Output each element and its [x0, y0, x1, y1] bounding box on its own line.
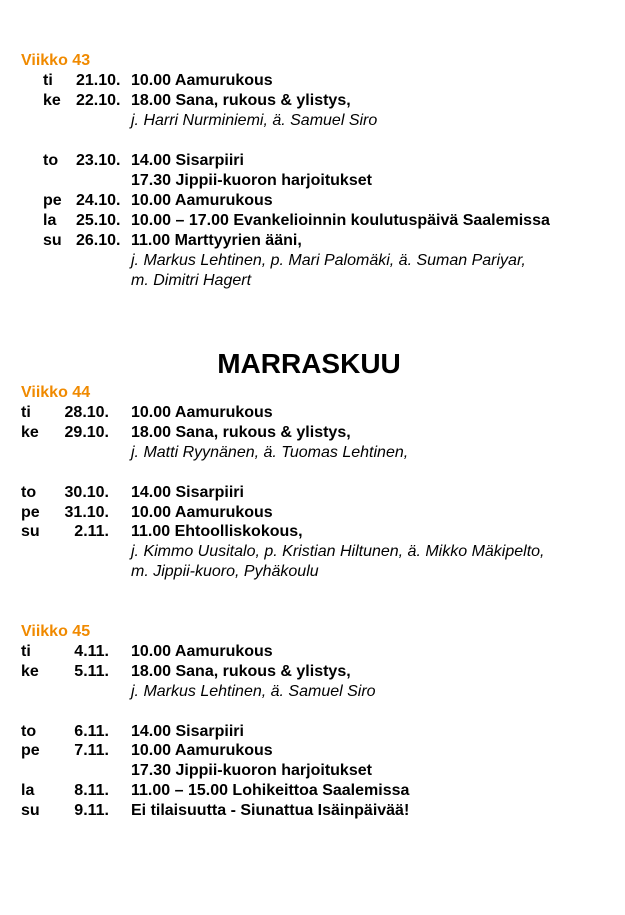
schedule-date: 29.10. [64, 424, 109, 441]
schedule-event: 14.00 Sisarpiiri [131, 152, 244, 169]
schedule-day: su [43, 232, 62, 249]
schedule-day: to [21, 723, 37, 740]
schedule-date: 24.10. [76, 192, 121, 209]
schedule-event: 18.00 Sana, rukous & ylistys, [131, 663, 351, 680]
schedule-date: 31.10. [64, 504, 109, 521]
event-details: j. Harri Nurminiemi, ä. Samuel Siro [131, 112, 378, 129]
event-details: j. Markus Lehtinen, p. Mari Palomäki, ä. Suman Pariyar, [131, 252, 526, 269]
schedule-event: Ei tilaisuutta - Siunattua Isäinpäivää! [131, 802, 410, 819]
schedule-event: 10.00 Aamurukous [131, 742, 273, 759]
schedule-day: ti [21, 404, 31, 421]
schedule-event: 18.00 Sana, rukous & ylistys, [131, 424, 351, 441]
event-details: m. Dimitri Hagert [131, 272, 252, 289]
schedule-date: 30.10. [64, 484, 109, 501]
schedule-date: 6.11. [74, 723, 109, 740]
schedule-event: 11.00 Ehtoolliskokous, [131, 523, 303, 540]
schedule-event: 10.00 Aamurukous [131, 192, 273, 209]
schedule-event-extra: 17.30 Jippii-kuoron harjoitukset [131, 172, 372, 189]
schedule-date: 5.11. [74, 663, 109, 680]
schedule-day: pe [21, 504, 40, 521]
schedule-day: ti [43, 72, 53, 89]
event-details: j. Kimmo Uusitalo, p. Kristian Hiltunen, ä. Mikko Mäkipelto, [131, 543, 545, 560]
schedule-date: 8.11. [74, 782, 109, 799]
schedule-event: 18.00 Sana, rukous & ylistys, [131, 92, 351, 109]
schedule-event: 14.00 Sisarpiiri [131, 723, 244, 740]
schedule-event: 11.00 – 15.00 Lohikeittoa Saalemissa [131, 782, 410, 799]
schedule-day: ti [21, 643, 31, 660]
schedule-event: 10.00 Aamurukous [131, 643, 273, 660]
week-heading: Viikko 45 [21, 623, 91, 640]
schedule-date: 28.10. [64, 404, 109, 421]
schedule-event: 10.00 Aamurukous [131, 72, 273, 89]
schedule-day: la [21, 782, 35, 799]
schedule-day: ke [21, 663, 39, 680]
schedule-date: 7.11. [74, 742, 109, 759]
schedule-date: 2.11. [74, 523, 109, 540]
schedule-date: 25.10. [76, 212, 121, 229]
event-details: j. Matti Ryynänen, ä. Tuomas Lehtinen, [131, 444, 409, 461]
schedule-day: to [43, 152, 59, 169]
week-heading: Viikko 44 [21, 384, 91, 401]
schedule-date: 22.10. [76, 92, 121, 109]
schedule-date: 4.11. [74, 643, 109, 660]
event-details: m. Jippii-kuoro, Pyhäkoulu [131, 563, 319, 580]
schedule-day: pe [21, 742, 40, 759]
schedule-event: 10.00 – 17.00 Evankelioinnin koulutuspäivä Saalemissa [131, 212, 550, 229]
schedule-event-extra: 17.30 Jippii-kuoron harjoitukset [131, 762, 372, 779]
schedule-event: 10.00 Aamurukous [131, 504, 273, 521]
schedule-event: 10.00 Aamurukous [131, 404, 273, 421]
schedule-day: pe [43, 192, 62, 209]
schedule-date: 21.10. [76, 72, 121, 89]
schedule-day: to [21, 484, 37, 501]
month-title: MARRASKUU [217, 348, 401, 379]
schedule-date: 26.10. [76, 232, 121, 249]
event-details: j. Markus Lehtinen, ä. Samuel Siro [131, 683, 376, 700]
schedule-date: 9.11. [74, 802, 109, 819]
schedule-event: 11.00 Marttyyrien ääni, [131, 232, 302, 249]
schedule-day: ke [21, 424, 39, 441]
schedule-day: su [21, 523, 40, 540]
schedule-day: la [43, 212, 57, 229]
schedule-day: su [21, 802, 40, 819]
schedule-date: 23.10. [76, 152, 121, 169]
schedule-event: 14.00 Sisarpiiri [131, 484, 244, 501]
week-heading: Viikko 43 [21, 52, 91, 69]
schedule-day: ke [43, 92, 61, 109]
